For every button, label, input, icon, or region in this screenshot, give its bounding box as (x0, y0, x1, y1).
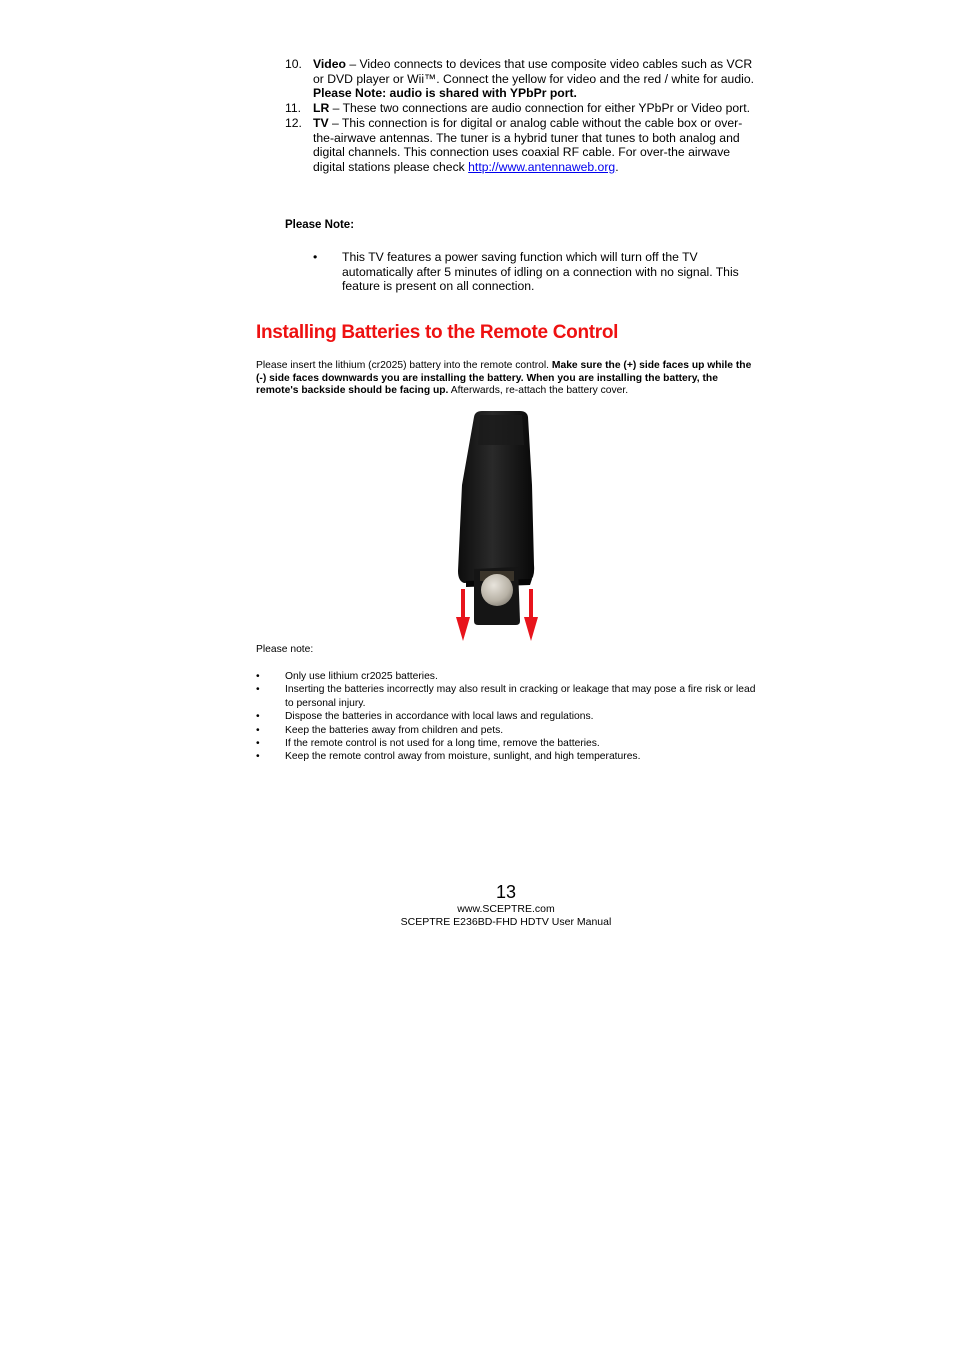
list-item-tv (285, 116, 760, 175)
intro-bold: Make sure the (+) side faces up while the (-) side faces downwards you are installing the battery. When you are installing the battery, the remote's backside should be facing up. (256, 360, 752, 397)
bullet: • (313, 250, 318, 264)
intro-paragraph (256, 360, 756, 398)
item-bold-note: Please Note: audio is shared with YPbPr port. (313, 86, 577, 101)
power-note-text: This TV features a power saving function which will turn off the TV automatically after 5 minutes of idling on a connection with no signal. This feature is present on all connection. (342, 250, 739, 294)
item-text: – These two connections are audio connection for either YPbPr or Video port. (329, 101, 750, 116)
item-text-end: . (615, 159, 619, 174)
power-note (313, 250, 743, 294)
list-item: • Keep the batteries away from children and pets. (256, 724, 504, 736)
item-term: Video (313, 57, 346, 71)
item-text: – This connection is for digital or analog cable without the cable box or over-the-airwave antennas. The tuner is a hybrid tuner that tunes to both analog and digital channels. This connection uses coaxial RF cable. For over-the airwave digital stations please check (313, 115, 743, 174)
remote-body (458, 411, 534, 587)
coin-battery (481, 574, 513, 606)
item-number: 12. (285, 115, 302, 130)
list-item-lr (285, 101, 760, 116)
intro-text-2: Afterwards, re-attach the battery cover. (448, 385, 629, 397)
list-item: • Dispose the batteries in accordance with local laws and regulations. (256, 711, 594, 723)
battery-notes-list (256, 670, 756, 764)
footer-website: www.SCEPTRE.com (457, 903, 555, 915)
please-note-lower-heading: Please note: (256, 644, 314, 655)
bullet: • (256, 684, 260, 696)
bullet: • (256, 738, 260, 750)
list-item: • If the remote control is not used for a long time, remove the batteries. (256, 738, 600, 750)
bullet: • (256, 711, 260, 723)
section-title: Installing Batteries to the Remote Control (256, 322, 619, 343)
bullet: • (256, 751, 260, 763)
please-note-heading: Please Note: (285, 219, 355, 231)
list-item: • Only use lithium cr2025 batteries. (256, 671, 438, 682)
item-number: 11. (285, 101, 302, 116)
list-item: • Inserting the batteries incorrectly may also result in cracking or leakage that may pose a fire risk or lead to personal injury. (256, 684, 756, 709)
item-number: 10. (285, 57, 302, 71)
list-item: • Keep the remote control away from moisture, sunlight, and high temperatures. (256, 751, 641, 763)
footer-manual-title: SCEPTRE E236BD-FHD HDTV User Manual (400, 916, 612, 928)
list-item-video (285, 57, 760, 101)
battery-tray (474, 567, 520, 625)
arrow-right-icon (524, 589, 538, 641)
item-term: TV (313, 115, 329, 130)
remote-battery-illustration (440, 405, 560, 645)
bullet: • (256, 671, 260, 682)
intro-text-1: Please insert the lithium (cr2025) battery into the remote control. (256, 360, 552, 371)
arrow-left-icon (456, 589, 470, 641)
item-term: LR (313, 101, 330, 116)
connection-list (285, 57, 760, 175)
page-number: 13 (495, 882, 517, 902)
antennaweb-link[interactable]: http://www.antennaweb.org (468, 159, 616, 174)
bullet: • (256, 724, 260, 736)
item-text: – Video connects to devices that use composite video cables such as VCR or DVD player or Wii™. Connect the yellow for video and the red / white for audio. (313, 57, 754, 86)
